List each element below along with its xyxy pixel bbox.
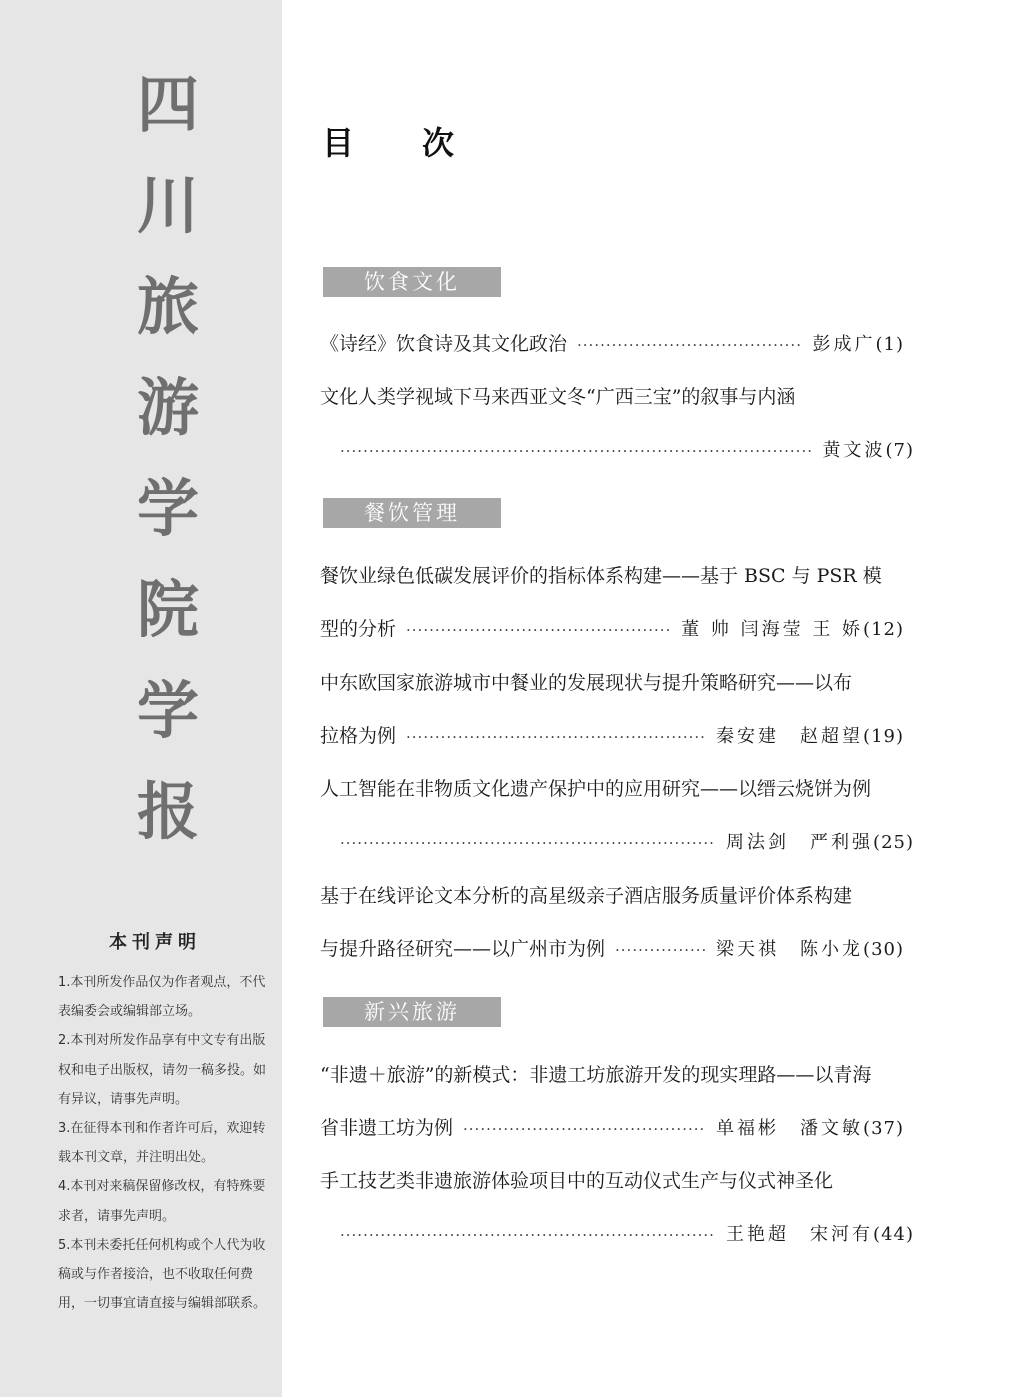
article-authors: 单福彬 潘文敏 [716, 1118, 864, 1139]
article-title[interactable]: “非遗＋旅游”的新模式：非遗工坊旅游开发的现实理路——以青海 [320, 1064, 872, 1086]
page-number: (37) [863, 1118, 904, 1139]
toc-entry[interactable] [320, 1113, 904, 1144]
toc-entry[interactable] [320, 828, 914, 858]
page-number: (1) [875, 334, 904, 355]
toc-entry[interactable] [320, 1220, 914, 1250]
toc-entry[interactable] [320, 614, 904, 645]
dot-leader [615, 935, 706, 965]
article-authors: 周法剑 严利强 [726, 832, 874, 853]
toc-entry[interactable] [320, 436, 914, 466]
journal-title-char: 学 [136, 674, 199, 747]
article-authors: 梁天祺 陈小龙 [716, 939, 864, 960]
article-authors: 黄文波 [822, 440, 886, 461]
notice-item: 4.本刊对来稿保留修改权，有特殊要求者，请事先声明。 [58, 1179, 266, 1224]
article-title[interactable]: 人工智能在非物质文化遗产保护中的应用研究——以缙云烧饼为例 [320, 778, 872, 800]
article-title[interactable]: 中东欧国家旅游城市中餐业的发展现状与提升策略研究——以布 [320, 672, 853, 694]
journal-title-char: 旅 [136, 270, 199, 343]
article-authors: 董 帅 闫海莹 王 娇 [681, 619, 864, 640]
dot-leader [577, 330, 802, 360]
dot-leader [406, 615, 671, 645]
journal-title-char: 游 [136, 371, 199, 444]
dot-leader [406, 722, 706, 752]
article-title-cont: 型的分析 [320, 618, 397, 640]
article-title: 《诗经》饮食诗及其文化政治 [320, 333, 568, 355]
article-authors: 彭成广 [812, 334, 876, 355]
article-title[interactable]: 手工技艺类非遗旅游体验项目中的互动仪式生产与仪式神圣化 [320, 1170, 834, 1192]
notice-title: 本刊声明 [109, 932, 201, 953]
page-number: (7) [885, 440, 914, 461]
article-authors: 王艳超 宋河有 [726, 1224, 874, 1245]
toc-entry[interactable] [320, 329, 904, 360]
journal-title [128, 68, 208, 880]
article-title[interactable]: 基于在线评论文本分析的高星级亲子酒店服务质量评价体系构建 [320, 885, 853, 907]
article-authors: 秦安建 赵超望 [716, 726, 864, 747]
page-number: (30) [863, 939, 904, 960]
section-header: 饮食文化 [323, 267, 501, 297]
page-number: (19) [863, 726, 904, 747]
notice-item: 2.本刊对所发作品享有中文专有出版权和电子出版权，请勿一稿多投。如有异议，请事先声明。 [58, 1033, 267, 1107]
toc-entry[interactable] [320, 721, 904, 752]
dot-leader [463, 1114, 706, 1144]
notice-item: 5.本刊未委托任何机构或个人代为收稿或与作者接洽，也不收取任何费用，一切事宜请直接与编辑部联系。 [58, 1237, 267, 1312]
page-number: (12) [863, 619, 904, 640]
sidebar [0, 0, 282, 1397]
journal-title-char: 四 [136, 68, 199, 141]
section-header: 新兴旅游 [323, 997, 501, 1027]
page-number: (25) [873, 832, 914, 853]
page-number: (44) [873, 1224, 914, 1245]
journal-title-char: 川 [136, 169, 199, 242]
article-title-cont: 拉格为例 [320, 725, 397, 747]
article-title[interactable]: 文化人类学视域下马来西亚文冬“广西三宝”的叙事与内涵 [320, 386, 796, 408]
journal-title-char: 报 [136, 775, 199, 848]
toc-heading: 目次 [322, 124, 523, 162]
dot-leader [340, 1220, 716, 1250]
dot-leader [340, 436, 813, 466]
notice-body [58, 968, 274, 1318]
article-title-cont: 与提升路径研究——以广州市为例 [320, 938, 606, 960]
journal-title-char: 院 [136, 573, 199, 646]
article-title-cont: 省非遗工坊为例 [320, 1117, 454, 1139]
journal-title-char: 学 [136, 472, 199, 545]
toc-entry[interactable] [320, 934, 904, 965]
dot-leader [340, 828, 716, 858]
notice-item: 3.在征得本刊和作者许可后，欢迎转载本刊文章，并注明出处。 [58, 1121, 266, 1166]
article-title[interactable]: 餐饮业绿色低碳发展评价的指标体系构建——基于 BSC 与 PSR 模 [320, 565, 882, 587]
notice-item: 1.本刊所发作品仅为作者观点，不代表编委会或编辑部立场。 [58, 975, 266, 1020]
section-header: 餐饮管理 [323, 498, 501, 528]
